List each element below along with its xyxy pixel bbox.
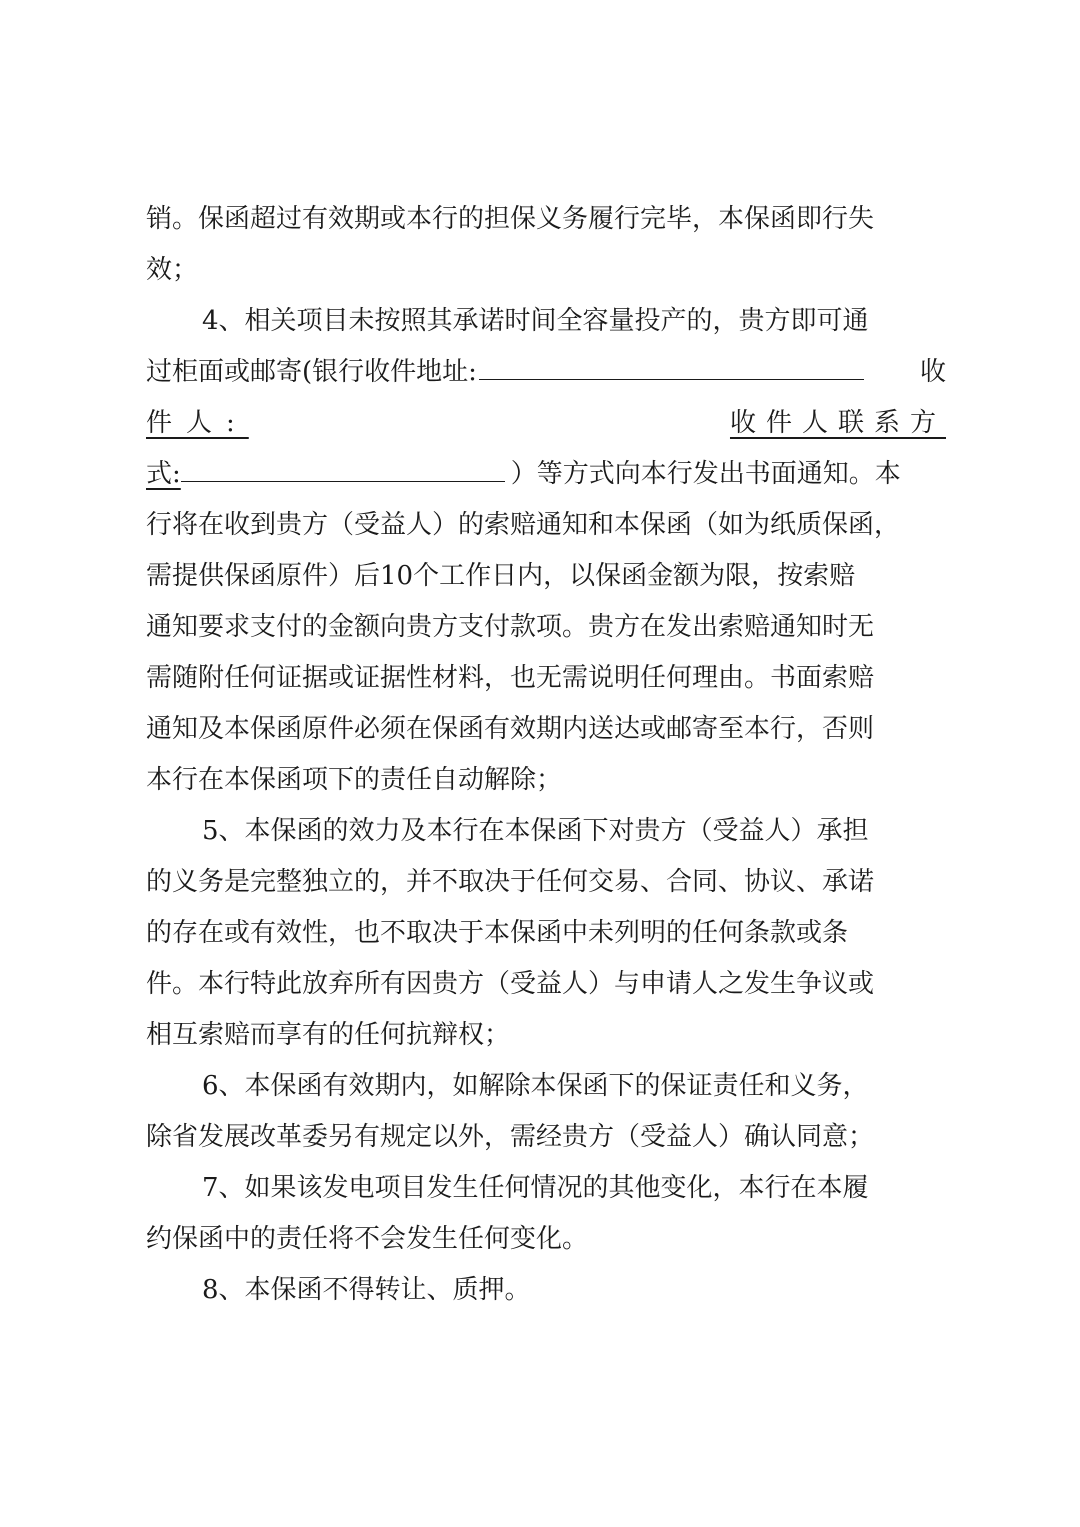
- contact-line: [146, 449, 946, 500]
- recipient-label-start: 收: [919, 357, 946, 387]
- text-line: 的存在或有效性，也不取决于本保函中未列明的任何条款或条: [146, 918, 849, 948]
- recipient-contact-label: 收件人联系方: [729, 408, 946, 438]
- text-line: 5、本保函的效力及本行在本保函下对贵方（受益人）承担: [202, 816, 869, 846]
- text-line: 需随附任何证据或证据性材料，也无需说明任何理由。书面索赔: [146, 663, 875, 693]
- text-line: 7、如果该发电项目发生任何情况的其他变化，本行在本履: [202, 1173, 869, 1203]
- contact-line-text: ）等方式向本行发出书面通知。本: [510, 459, 901, 489]
- text-line: 销。保函超过有效期或本行的担保义务履行完毕，本保函即行失: [146, 204, 875, 234]
- recipient-label: 件人:: [146, 408, 249, 438]
- text-line: 行将在收到贵方（受益人）的索赔通知和本保函（如为纸质保函，: [146, 510, 901, 540]
- text-line: 6、本保函有效期内，如解除本保函下的保证责任和义务，: [202, 1071, 869, 1101]
- text-line: 本行在本保函项下的责任自动解除；: [146, 765, 563, 795]
- text-line: 4、相关项目未按照其承诺时间全容量投产的，贵方即可通: [202, 306, 869, 336]
- text-line: 通知及本保函原件必须在保函有效期内送达或邮寄至本行，否则: [146, 714, 875, 744]
- contact-blank: [181, 451, 505, 482]
- document-body: [146, 194, 946, 1316]
- address-line: [146, 347, 946, 398]
- address-blank: [479, 349, 864, 380]
- text-line: 通知要求支付的金额向贵方支付款项。贵方在发出索赔通知时无: [146, 612, 875, 642]
- text-line: 除省发展改革委另有规定以外，需经贵方（受益人）确认同意；: [146, 1122, 875, 1152]
- text-line: 的义务是完整独立的，并不取决于任何交易、合同、协议、承诺: [146, 867, 875, 897]
- contact-label: 式:: [146, 459, 181, 489]
- text-line: 效；: [146, 255, 199, 285]
- text-line: 件。本行特此放弃所有因贵方（受益人）与申请人之发生争议或: [146, 969, 875, 999]
- text-line: 约保函中的责任将不会发生任何变化。: [146, 1224, 589, 1254]
- text-line: 8、本保函不得转让、质押。: [202, 1275, 531, 1305]
- address-label: 过柜面或邮寄(银行收件地址:: [146, 357, 477, 387]
- text-line: 需提供保函原件）后10个工作日内，以保函金额为限，按索赔: [146, 561, 856, 591]
- recipient-line: [146, 398, 946, 449]
- text-line: 相互索赔而享有的任何抗辩权；: [146, 1020, 511, 1050]
